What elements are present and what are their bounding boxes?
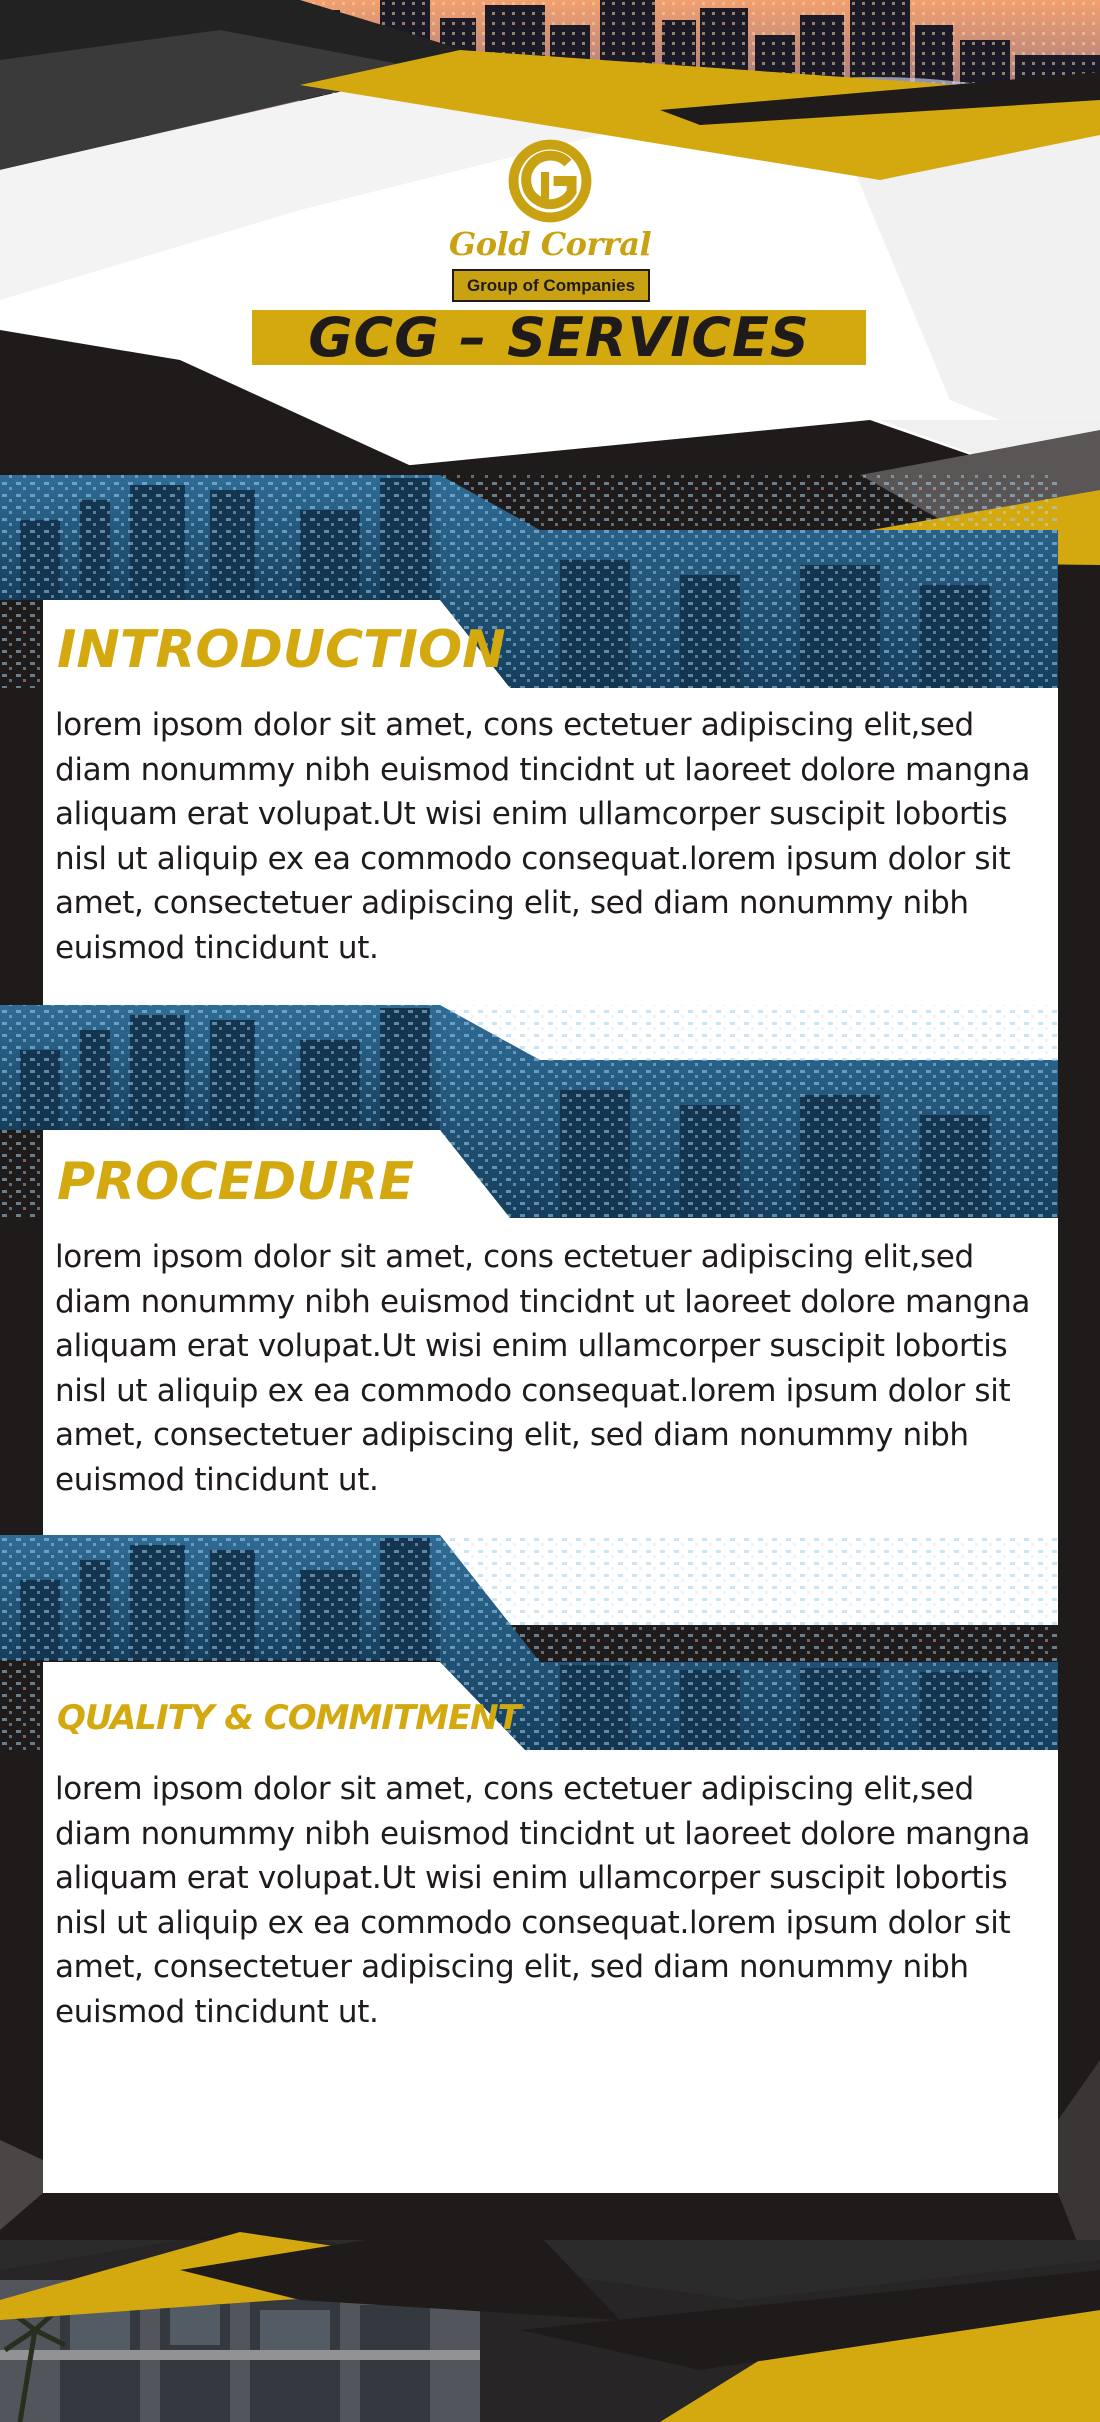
brand-name: Gold Corral — [448, 225, 652, 263]
title-banner — [252, 306, 866, 369]
procedure-heading: PROCEDURE — [57, 1152, 414, 1212]
introduction-body: lorem ipsom dolor sit amet, cons ectetuer adipiscing elit,sed diam nonummy nibh euismod tincidnt ut laoreet dolore mangna aliquam erat volupat.Ut wisi enim ullamcorper suscipit lobortis nisl ut aliquip ex ea commodo consequat.lorem ipsum dolor sit amet, consectetuer adipiscing elit, sed diam nonummy nibh euismod tincidunt ut. — [55, 707, 1031, 966]
procedure-body: lorem ipsom dolor sit amet, cons ectetuer adipiscing elit,sed diam nonummy nibh euismod tincidnt ut laoreet dolore mangna aliquam erat volupat.Ut wisi enim ullamcorper suscipit lobortis nisl ut aliquip ex ea commodo consequat.lorem ipsum dolor sit amet, consectetuer adipiscing elit, sed diam nonummy nibh euismod tincidunt ut. — [55, 1239, 1031, 1498]
brand-tagline: Group of Companies — [452, 269, 650, 302]
introduction-heading: INTRODUCTION — [57, 620, 506, 680]
page-title: GCG – SERVICES — [308, 306, 810, 369]
gold-corral-logo-icon — [505, 136, 595, 226]
quality-commitment-body: lorem ipsom dolor sit amet, cons ectetuer adipiscing elit,sed diam nonummy nibh euismod tincidnt ut laoreet dolore mangna aliquam erat volupat.Ut wisi enim ullamcorper suscipit lobortis nisl ut aliquip ex ea commodo consequat.lorem ipsum dolor sit amet, consectetuer adipiscing elit, sed diam nonummy nibh euismod tincidunt ut. — [55, 1771, 1031, 2030]
quality-commitment-heading: QUALITY & COMMITMENT — [57, 1698, 520, 1738]
